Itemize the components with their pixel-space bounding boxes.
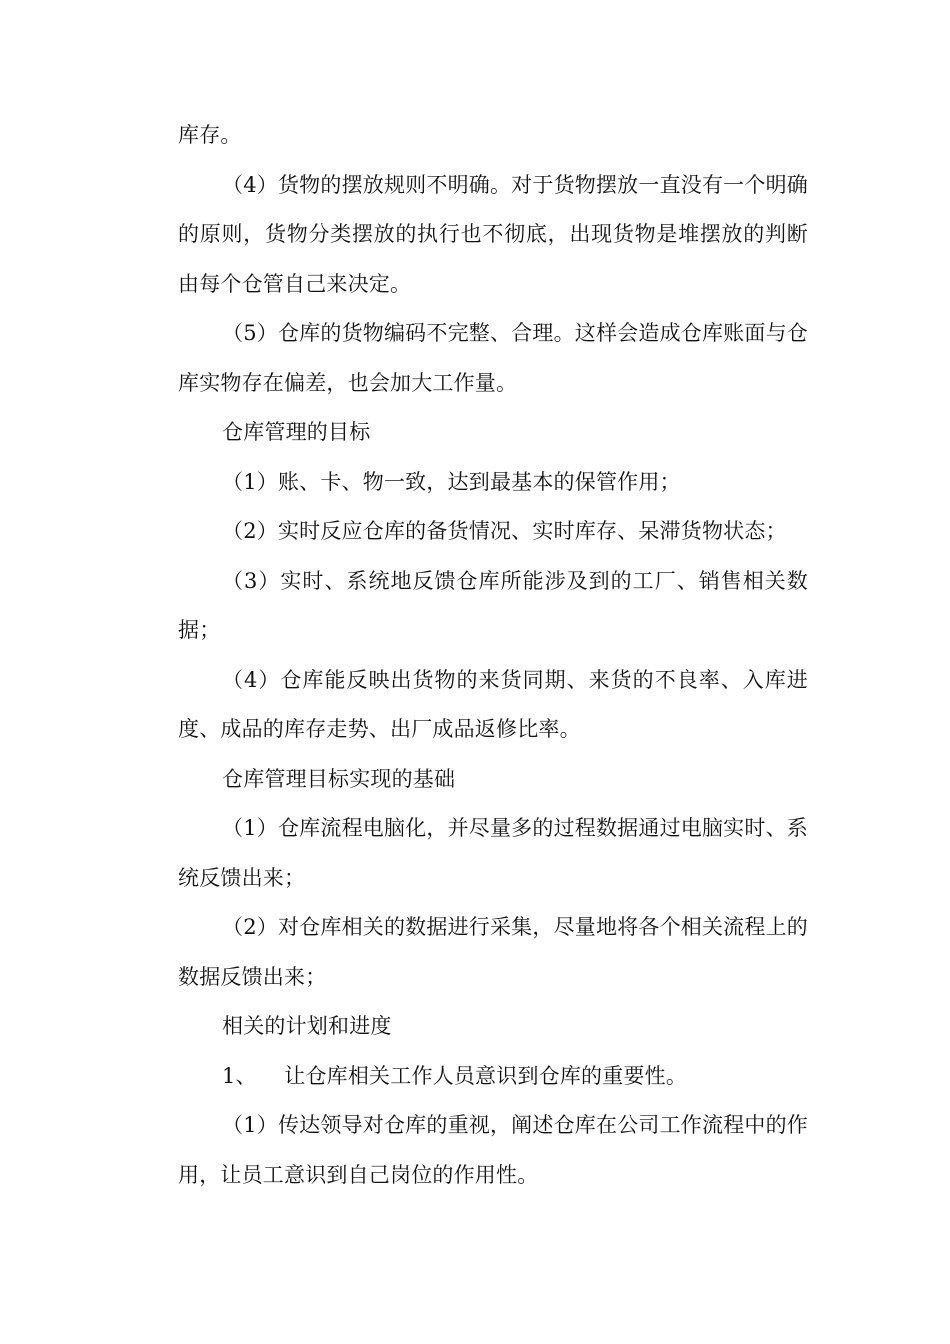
paragraph-item-4-placement-rules: （4）货物的摆放规则不明确。对于货物摆放一直没有一个明确的原则，货物分类摆放的执行也不彻底，出现货物是堆摆放的判断由每个仓管自己来决定。	[178, 172, 808, 296]
section-heading-foundation: 仓库管理目标实现的基础	[222, 766, 456, 791]
goal-item-3: （3）实时、系统地反馈仓库所能涉及到的工厂、销售相关数据；	[178, 568, 808, 642]
foundation-item-1: （1）仓库流程电脑化，并尽量多的过程数据通过电脑实时、系统反馈出来；	[178, 816, 808, 890]
section-heading-plan: 相关的计划和进度	[222, 1014, 392, 1038]
plan-step-1: 1、 让仓库相关工作人员意识到仓库的重要性。	[222, 1063, 688, 1088]
goal-item-2: （2）实时反应仓库的备货情况、实时库存、呆滞货物状态；	[222, 519, 787, 543]
paragraph-item-5-coding: （5）仓库的货物编码不完整、合理。这样会造成仓库账面与仓库实物存在偏差，也会加大工作量。	[178, 321, 808, 395]
paragraph-continuation: 库存。	[178, 123, 242, 147]
document-body	[178, 111, 808, 1200]
plan-step-1-item-1: （1）传达领导对仓库的重视，阐述仓库在公司工作流程中的作用，让员工意识到自己岗位的作用性。	[178, 1113, 808, 1187]
goal-item-4: （4）仓库能反映出货物的来货同期、来货的不良率、入库进度、成品的库存走势、出厂成品返修比率。	[178, 667, 808, 741]
foundation-item-2: （2）对仓库相关的数据进行采集，尽量地将各个相关流程上的数据反馈出来；	[178, 915, 808, 989]
section-heading-goals: 仓库管理的目标	[222, 420, 371, 444]
goal-item-1: （1）账、卡、物一致，达到最基本的保管作用；	[222, 469, 681, 494]
